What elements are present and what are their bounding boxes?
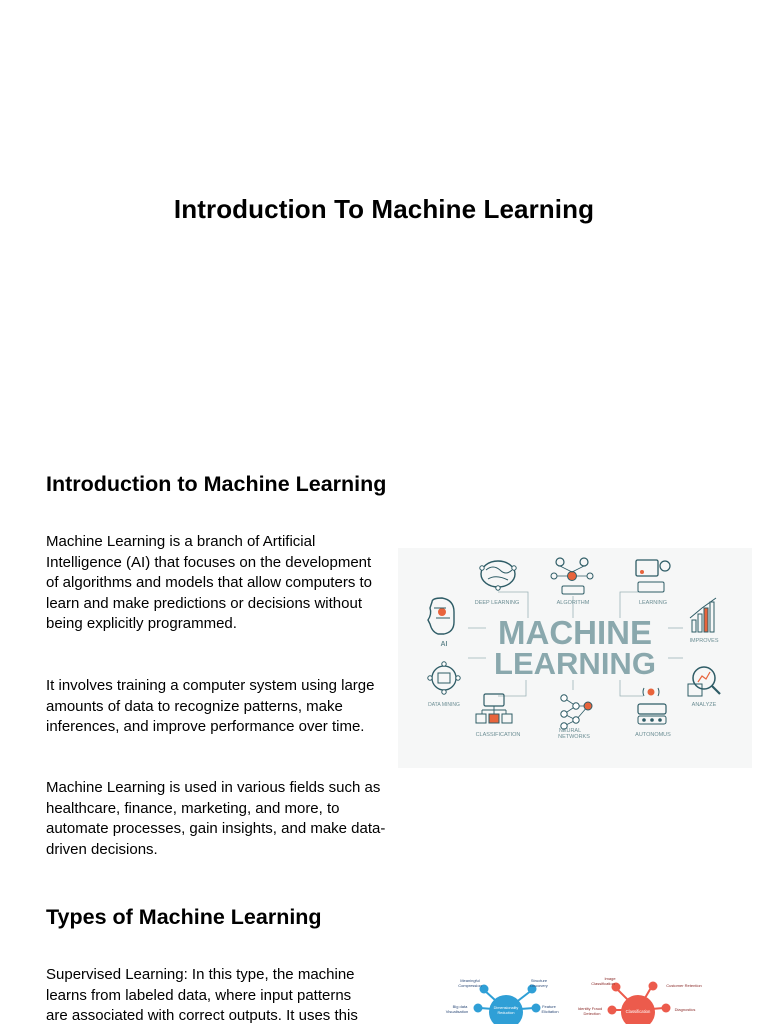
intro-heading: Introduction to Machine Learning <box>46 472 387 496</box>
fraud-label-2: Detection <box>583 1011 601 1016</box>
types-paragraph <box>46 965 406 1027</box>
types-heading: Types of Machine Learning <box>46 905 322 929</box>
types-paragraph-line-1: Supervised Learning: In this type, the machine <box>46 966 355 983</box>
data-mining-icon <box>428 662 460 694</box>
classification-icon <box>476 694 512 723</box>
structure-label-1: Structure <box>530 978 548 983</box>
intro-paragraph-1: Machine Learning is a branch of Artificial Intelligence (AI) that focuses on the development of algorithms and models that allow computers to learn and make predictions or decisions without being explicitly programmed. <box>46 533 372 633</box>
label-networks: NETWORKS <box>558 734 590 740</box>
label-improves: IMPROVES <box>689 638 719 644</box>
label-algorithm: ALGORITHM <box>556 600 590 606</box>
label-autonomus: AUTONOMUS <box>635 732 671 738</box>
analyze-icon <box>688 667 720 696</box>
fraud-label-1: Identity Fraud <box>577 1006 603 1011</box>
improves-chart-icon <box>690 598 716 632</box>
feature-label-2: Elicitation <box>541 1009 559 1014</box>
types-paragraph-line-3: are associated with correct outputs. It uses this <box>46 1007 358 1025</box>
figure-title-learning: LEARNING <box>494 646 656 681</box>
intro-paragraph-3: Machine Learning is used in various fields such as healthcare, finance, marketing, and more, to automate processes, gain insights, and make data-driven decisions. <box>46 779 386 858</box>
slide-title: Introduction To Machine Learning <box>173 194 595 224</box>
classification-center-label: Classification <box>625 1009 651 1014</box>
label-data-mining: DATA MINING <box>428 702 460 708</box>
figure-title-machine: MACHINE <box>498 614 652 651</box>
supervised-cluster <box>578 976 702 1024</box>
label-neural: NEURAL <box>558 728 582 734</box>
structure-label-2: Discovery <box>530 983 548 988</box>
learning-icon <box>636 560 670 592</box>
ml-types-diagram <box>440 972 730 1024</box>
meaningful-label-1: Meaningful <box>460 978 480 983</box>
robot-icon <box>638 688 666 724</box>
types-paragraph-line-2: learns from labeled data, where input patterns <box>46 986 352 1004</box>
customer-retention-label: Customer Retention <box>666 983 702 988</box>
unsupervised-cluster <box>446 978 559 1024</box>
intro-paragraph-2: It involves training a computer system using large amounts of data to recognize patterns, make inferences, and improve performance over time. <box>46 677 375 736</box>
dimensionality-label-1: Dimensionality <box>493 1006 519 1010</box>
label-learning: LEARNING <box>638 600 668 606</box>
label-ai: AI <box>440 641 448 648</box>
label-analyze: ANALYZE <box>691 702 717 708</box>
image-label-1: Image <box>604 976 616 981</box>
feature-label-1: Feature <box>542 1004 556 1009</box>
image-label-2: Classification <box>591 981 615 986</box>
bigdata-label-2: Visualisation <box>445 1009 469 1014</box>
label-deep-learning: DEEP LEARNING <box>474 600 520 606</box>
meaningful-label-2: Compression <box>458 983 482 988</box>
machine-learning-infographic <box>398 548 752 768</box>
algorithm-icon <box>551 558 593 594</box>
bigdata-label-1: Big data <box>452 1004 468 1009</box>
ai-head-icon <box>428 598 454 634</box>
diagnostics-label: Diagnostics <box>674 1007 696 1012</box>
brain-icon <box>480 561 516 590</box>
neural-network-icon <box>561 695 592 729</box>
label-classification: CLASSIFICATION <box>475 732 521 738</box>
dimensionality-label-2: Reduction <box>497 1011 515 1015</box>
